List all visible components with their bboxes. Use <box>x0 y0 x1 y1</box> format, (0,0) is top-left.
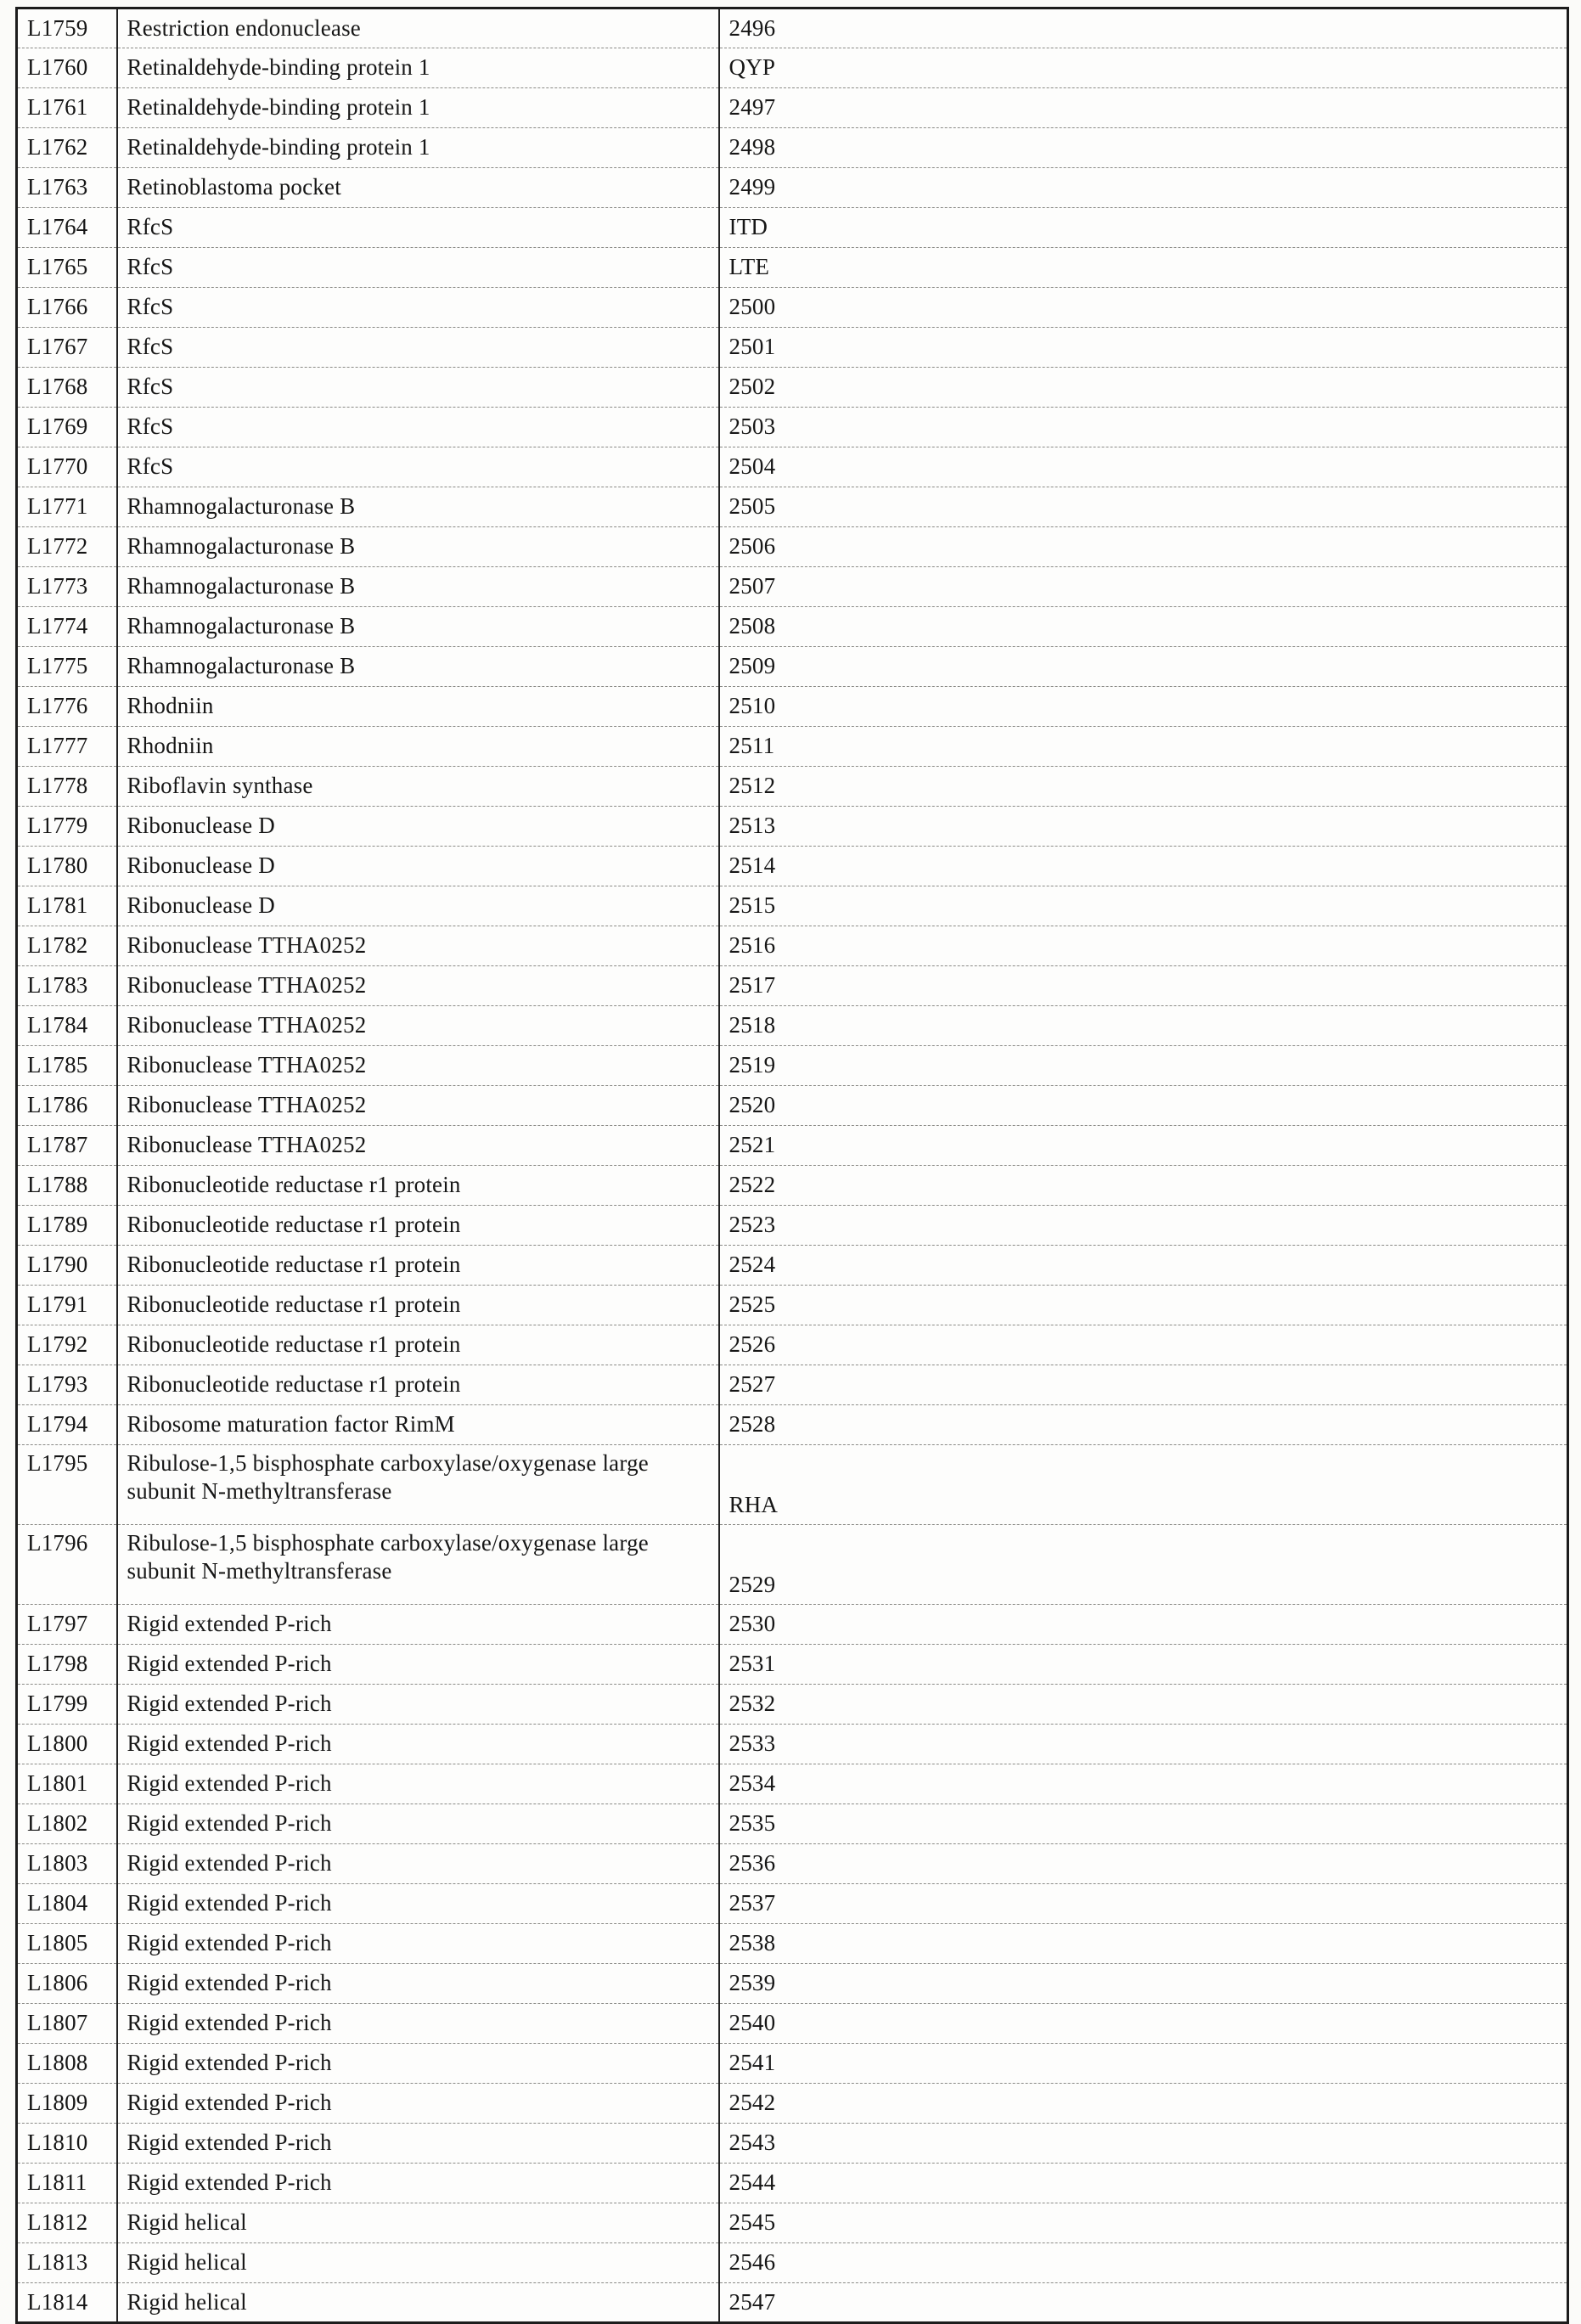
row-code-cell: 2505 <box>719 487 1568 527</box>
row-code-cell: 2497 <box>719 88 1568 128</box>
row-code-cell: 2512 <box>719 767 1568 807</box>
row-code-cell: 2532 <box>719 1685 1568 1725</box>
row-id-cell: L1803 <box>17 1844 117 1884</box>
row-code-cell: 2525 <box>719 1286 1568 1325</box>
row-code-cell: 2522 <box>719 1166 1568 1206</box>
table-row <box>17 1764 1568 1804</box>
table-row <box>17 1046 1568 1086</box>
row-id-cell: L1759 <box>17 8 117 48</box>
row-description-cell: Rhodniin <box>117 727 719 767</box>
row-description-cell: Ribosome maturation factor RimM <box>117 1405 719 1445</box>
row-description-cell: Rigid extended P-rich <box>117 2044 719 2084</box>
row-id-cell: L1778 <box>17 767 117 807</box>
row-code-cell: 2520 <box>719 1086 1568 1126</box>
row-code-cell: 2536 <box>719 1844 1568 1884</box>
row-description-cell: Rigid extended P-rich <box>117 1884 719 1924</box>
row-code-cell: 2537 <box>719 1884 1568 1924</box>
row-id-cell: L1796 <box>17 1525 117 1605</box>
row-id-cell: L1776 <box>17 687 117 727</box>
row-id-cell: L1798 <box>17 1645 117 1685</box>
row-id-cell: L1762 <box>17 128 117 168</box>
table-row <box>17 1126 1568 1166</box>
row-code-cell: 2513 <box>719 807 1568 847</box>
row-code-cell: 2519 <box>719 1046 1568 1086</box>
row-code-cell: 2523 <box>719 1206 1568 1246</box>
table-row <box>17 1525 1568 1605</box>
row-description-cell: Retinaldehyde-binding protein 1 <box>117 48 719 88</box>
row-id-cell: L1769 <box>17 408 117 447</box>
row-description-cell: Rigid extended P-rich <box>117 2124 719 2164</box>
row-description-cell: Ribulose-1,5 bisphosphate carboxylase/oxygenase large subunit N-methyltransferase <box>117 1445 719 1525</box>
row-code-cell: 2508 <box>719 607 1568 647</box>
row-description-cell: Rigid extended P-rich <box>117 1605 719 1645</box>
row-description-cell: RfcS <box>117 208 719 248</box>
row-description-cell: Ribonucleotide reductase r1 protein <box>117 1206 719 1246</box>
row-id-cell: L1797 <box>17 1605 117 1645</box>
row-description-cell: Ribonuclease D <box>117 886 719 926</box>
row-code-cell: ITD <box>719 208 1568 248</box>
row-code-cell: 2526 <box>719 1325 1568 1365</box>
table-row <box>17 2004 1568 2044</box>
row-id-cell: L1770 <box>17 447 117 487</box>
table-row <box>17 487 1568 527</box>
row-id-cell: L1780 <box>17 847 117 886</box>
table-row <box>17 1086 1568 1126</box>
row-description-cell: Rigid extended P-rich <box>117 1645 719 1685</box>
row-description-cell: Ribonucleotide reductase r1 protein <box>117 1246 719 1286</box>
table-row <box>17 1685 1568 1725</box>
table-row <box>17 1884 1568 1924</box>
row-description-cell: Rigid extended P-rich <box>117 1685 719 1725</box>
row-code-cell: 2521 <box>719 1126 1568 1166</box>
row-code-cell: 2547 <box>719 2283 1568 2323</box>
row-description-cell: Retinoblastoma pocket <box>117 168 719 208</box>
table-row <box>17 1405 1568 1445</box>
row-id-cell: L1811 <box>17 2164 117 2203</box>
table-row <box>17 328 1568 368</box>
row-description-cell: Rigid helical <box>117 2243 719 2283</box>
row-id-cell: L1781 <box>17 886 117 926</box>
table-row <box>17 128 1568 168</box>
row-id-cell: L1775 <box>17 647 117 687</box>
row-description-cell: Rigid extended P-rich <box>117 1804 719 1844</box>
row-id-cell: L1763 <box>17 168 117 208</box>
row-id-cell: L1808 <box>17 2044 117 2084</box>
table-row <box>17 2124 1568 2164</box>
table-body <box>17 8 1568 2323</box>
row-code-cell: LTE <box>719 248 1568 288</box>
row-description-cell: Ribonuclease TTHA0252 <box>117 1006 719 1046</box>
row-code-cell: 2524 <box>719 1246 1568 1286</box>
row-id-cell: L1777 <box>17 727 117 767</box>
row-code-cell: 2506 <box>719 527 1568 567</box>
table-row <box>17 847 1568 886</box>
table-row <box>17 168 1568 208</box>
row-code-cell: QYP <box>719 48 1568 88</box>
row-id-cell: L1789 <box>17 1206 117 1246</box>
table-row <box>17 1964 1568 2004</box>
row-description-cell: Rigid helical <box>117 2203 719 2243</box>
row-code-cell: 2518 <box>719 1006 1568 1046</box>
table-row <box>17 208 1568 248</box>
table-row <box>17 886 1568 926</box>
row-description-cell: Rigid extended P-rich <box>117 2004 719 2044</box>
row-description-cell: Rhodniin <box>117 687 719 727</box>
row-code-cell: 2498 <box>719 128 1568 168</box>
table-row <box>17 1246 1568 1286</box>
row-id-cell: L1801 <box>17 1764 117 1804</box>
row-description-cell: Ribonuclease TTHA0252 <box>117 966 719 1006</box>
row-description-cell: Ribonucleotide reductase r1 protein <box>117 1166 719 1206</box>
row-description-cell: Ribonucleotide reductase r1 protein <box>117 1325 719 1365</box>
table-row <box>17 1325 1568 1365</box>
row-id-cell: L1790 <box>17 1246 117 1286</box>
row-id-cell: L1806 <box>17 1964 117 2004</box>
table-row <box>17 248 1568 288</box>
row-description-cell: Rhamnogalacturonase B <box>117 567 719 607</box>
row-id-cell: L1760 <box>17 48 117 88</box>
row-description-cell: RfcS <box>117 248 719 288</box>
row-description-cell: Rigid extended P-rich <box>117 1964 719 2004</box>
row-code-cell: 2545 <box>719 2203 1568 2243</box>
row-description-cell: Ribulose-1,5 bisphosphate carboxylase/oxygenase large subunit N-methyltransferase <box>117 1525 719 1605</box>
row-id-cell: L1779 <box>17 807 117 847</box>
row-description-cell: Ribonucleotide reductase r1 protein <box>117 1365 719 1405</box>
row-code-cell: 2527 <box>719 1365 1568 1405</box>
row-description-cell: Ribonuclease TTHA0252 <box>117 1086 719 1126</box>
table-row <box>17 1924 1568 1964</box>
table-row <box>17 368 1568 408</box>
row-code-cell: 2509 <box>719 647 1568 687</box>
row-id-cell: L1773 <box>17 567 117 607</box>
row-description-cell: Rigid extended P-rich <box>117 1725 719 1764</box>
row-description-cell: RfcS <box>117 328 719 368</box>
row-description-cell: Riboflavin synthase <box>117 767 719 807</box>
row-id-cell: L1812 <box>17 2203 117 2243</box>
row-id-cell: L1807 <box>17 2004 117 2044</box>
row-description-cell: Rhamnogalacturonase B <box>117 487 719 527</box>
table-row <box>17 567 1568 607</box>
row-code-cell: 2540 <box>719 2004 1568 2044</box>
row-description-cell: RfcS <box>117 288 719 328</box>
row-code-cell: 2533 <box>719 1725 1568 1764</box>
row-code-cell: 2500 <box>719 288 1568 328</box>
table-row <box>17 1844 1568 1884</box>
row-description-cell: RfcS <box>117 447 719 487</box>
row-code-cell: 2542 <box>719 2084 1568 2124</box>
row-code-cell: 2538 <box>719 1924 1568 1964</box>
table-row <box>17 1365 1568 1405</box>
table-row <box>17 2044 1568 2084</box>
row-code-cell: 2530 <box>719 1605 1568 1645</box>
table-row <box>17 88 1568 128</box>
row-code-cell: 2528 <box>719 1405 1568 1445</box>
row-id-cell: L1787 <box>17 1126 117 1166</box>
row-id-cell: L1784 <box>17 1006 117 1046</box>
row-id-cell: L1771 <box>17 487 117 527</box>
scanned-document-page <box>0 7 1581 2315</box>
row-id-cell: L1804 <box>17 1884 117 1924</box>
row-code-cell: 2507 <box>719 567 1568 607</box>
row-code-cell: 2529 <box>719 1525 1568 1605</box>
table-row <box>17 687 1568 727</box>
row-description-cell: Retinaldehyde-binding protein 1 <box>117 128 719 168</box>
row-id-cell: L1761 <box>17 88 117 128</box>
row-description-cell: Rigid extended P-rich <box>117 2164 719 2203</box>
row-description-cell: Ribonuclease TTHA0252 <box>117 1046 719 1086</box>
table-row <box>17 1445 1568 1525</box>
table-row <box>17 1645 1568 1685</box>
row-code-cell: 2531 <box>719 1645 1568 1685</box>
row-code-cell: 2541 <box>719 2044 1568 2084</box>
table-row <box>17 447 1568 487</box>
table-row <box>17 288 1568 328</box>
protein-sequence-table <box>15 7 1569 2324</box>
table-row <box>17 1725 1568 1764</box>
row-id-cell: L1774 <box>17 607 117 647</box>
row-code-cell: 2535 <box>719 1804 1568 1844</box>
row-description-cell: Rigid extended P-rich <box>117 1924 719 1964</box>
table-row <box>17 2164 1568 2203</box>
table-row <box>17 767 1568 807</box>
row-description-cell: Rigid extended P-rich <box>117 1764 719 1804</box>
table-row <box>17 926 1568 966</box>
table-row <box>17 607 1568 647</box>
row-id-cell: L1785 <box>17 1046 117 1086</box>
row-id-cell: L1772 <box>17 527 117 567</box>
row-description-cell: Ribonucleotide reductase r1 protein <box>117 1286 719 1325</box>
row-id-cell: L1788 <box>17 1166 117 1206</box>
row-code-cell: 2515 <box>719 886 1568 926</box>
row-description-cell: Retinaldehyde-binding protein 1 <box>117 88 719 128</box>
row-id-cell: L1792 <box>17 1325 117 1365</box>
row-id-cell: L1783 <box>17 966 117 1006</box>
row-code-cell: 2502 <box>719 368 1568 408</box>
table-row <box>17 1605 1568 1645</box>
row-code-cell: 2539 <box>719 1964 1568 2004</box>
row-id-cell: L1782 <box>17 926 117 966</box>
row-description-cell: Rhamnogalacturonase B <box>117 527 719 567</box>
row-description-cell: RfcS <box>117 368 719 408</box>
row-code-cell: 2501 <box>719 328 1568 368</box>
row-id-cell: L1802 <box>17 1804 117 1844</box>
table-row <box>17 8 1568 48</box>
row-description-cell: RfcS <box>117 408 719 447</box>
table-row <box>17 966 1568 1006</box>
row-code-cell: 2546 <box>719 2243 1568 2283</box>
table-row <box>17 2283 1568 2323</box>
row-code-cell: 2544 <box>719 2164 1568 2203</box>
row-description-cell: Ribonuclease TTHA0252 <box>117 926 719 966</box>
table-row <box>17 408 1568 447</box>
table-row <box>17 2084 1568 2124</box>
row-id-cell: L1765 <box>17 248 117 288</box>
row-code-cell: 2511 <box>719 727 1568 767</box>
row-code-cell: 2503 <box>719 408 1568 447</box>
row-description-cell: Rigid extended P-rich <box>117 2084 719 2124</box>
row-description-cell: Ribonuclease D <box>117 847 719 886</box>
row-id-cell: L1766 <box>17 288 117 328</box>
row-id-cell: L1791 <box>17 1286 117 1325</box>
table-row <box>17 48 1568 88</box>
row-description-cell: Restriction endonuclease <box>117 8 719 48</box>
table-row <box>17 807 1568 847</box>
row-code-cell: 2534 <box>719 1764 1568 1804</box>
row-code-cell: RHA <box>719 1445 1568 1525</box>
row-code-cell: 2499 <box>719 168 1568 208</box>
row-id-cell: L1786 <box>17 1086 117 1126</box>
row-description-cell: Ribonuclease TTHA0252 <box>117 1126 719 1166</box>
table-row <box>17 2243 1568 2283</box>
table-row <box>17 1206 1568 1246</box>
table-row <box>17 647 1568 687</box>
row-id-cell: L1768 <box>17 368 117 408</box>
row-code-cell: 2516 <box>719 926 1568 966</box>
row-code-cell: 2496 <box>719 8 1568 48</box>
row-code-cell: 2543 <box>719 2124 1568 2164</box>
table-row <box>17 527 1568 567</box>
row-description-cell: Rigid extended P-rich <box>117 1844 719 1884</box>
row-code-cell: 2504 <box>719 447 1568 487</box>
table-row <box>17 2203 1568 2243</box>
row-id-cell: L1813 <box>17 2243 117 2283</box>
row-description-cell: Ribonuclease D <box>117 807 719 847</box>
row-code-cell: 2517 <box>719 966 1568 1006</box>
row-id-cell: L1795 <box>17 1445 117 1525</box>
row-id-cell: L1793 <box>17 1365 117 1405</box>
row-id-cell: L1767 <box>17 328 117 368</box>
row-description-cell: Rhamnogalacturonase B <box>117 607 719 647</box>
table-row <box>17 1286 1568 1325</box>
row-description-cell: Rigid helical <box>117 2283 719 2323</box>
row-code-cell: 2510 <box>719 687 1568 727</box>
table-row <box>17 1006 1568 1046</box>
row-description-cell: Rhamnogalacturonase B <box>117 647 719 687</box>
row-id-cell: L1809 <box>17 2084 117 2124</box>
row-id-cell: L1810 <box>17 2124 117 2164</box>
row-code-cell: 2514 <box>719 847 1568 886</box>
row-id-cell: L1800 <box>17 1725 117 1764</box>
row-id-cell: L1764 <box>17 208 117 248</box>
row-id-cell: L1814 <box>17 2283 117 2323</box>
table-row <box>17 1804 1568 1844</box>
row-id-cell: L1805 <box>17 1924 117 1964</box>
table-row <box>17 727 1568 767</box>
table-row <box>17 1166 1568 1206</box>
row-id-cell: L1794 <box>17 1405 117 1445</box>
row-id-cell: L1799 <box>17 1685 117 1725</box>
